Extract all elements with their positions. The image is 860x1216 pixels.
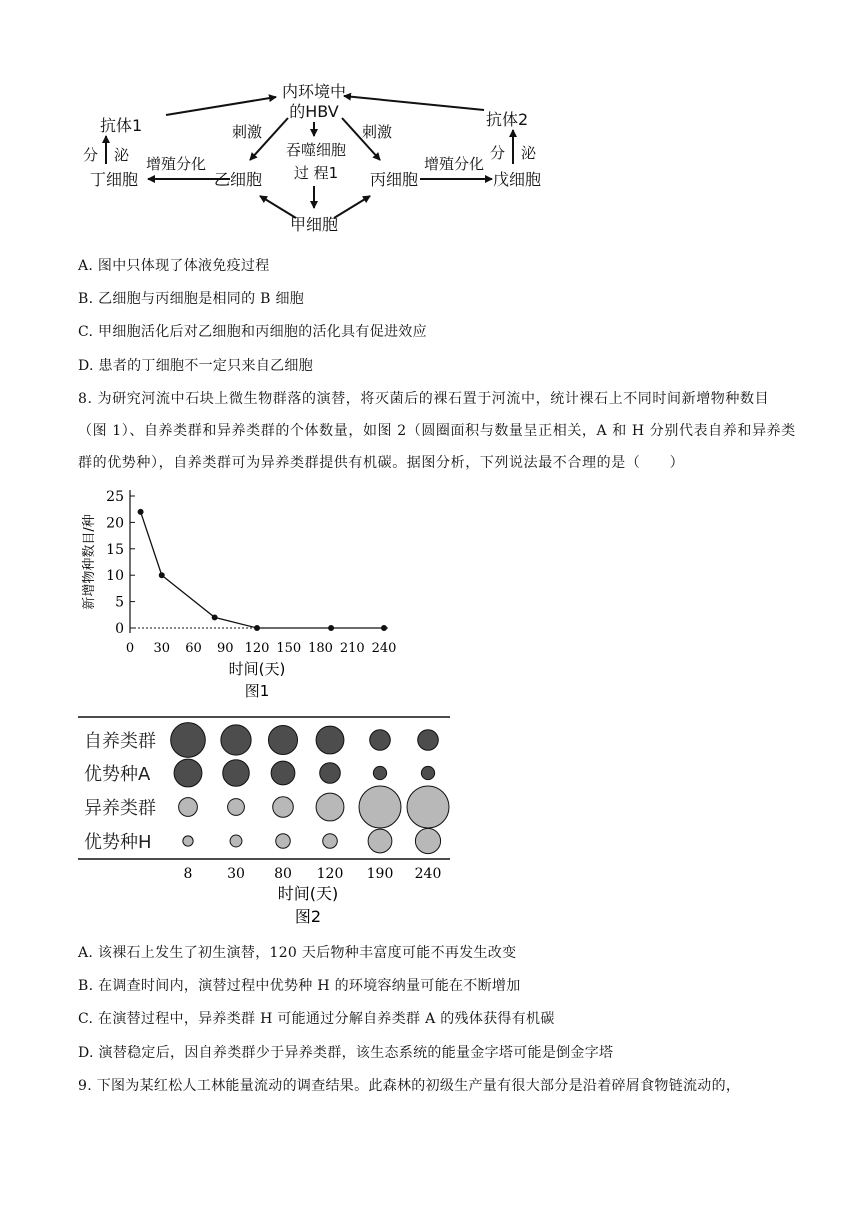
x-tick-label: 210 (339, 641, 365, 656)
figure2-bubble-chart (78, 712, 458, 932)
bubble (273, 797, 294, 818)
row-label: 自养类群 (84, 731, 156, 752)
data-point (381, 625, 387, 631)
yi-cell-label: 乙细胞 (214, 170, 263, 189)
bubble (221, 725, 251, 755)
bubble (316, 793, 344, 821)
secrete-left-char1: 分 (82, 146, 98, 164)
bubble (268, 725, 297, 754)
q7-option-b: B. 乙细胞与丙细胞是相同的 B 细胞 (78, 291, 305, 307)
x-tick-label: 190 (366, 866, 394, 882)
y-tick-label: 5 (115, 594, 124, 611)
stimulate-left-label: 刺激 (232, 123, 263, 141)
secrete-right-char1: 分 (489, 144, 505, 162)
x-tick-label: 120 (316, 866, 344, 882)
x-tick-label: 8 (183, 866, 193, 882)
data-point (328, 625, 334, 631)
wu-cell-label: 戊细胞 (493, 170, 542, 189)
bubble (228, 799, 245, 816)
stimulate-right-label: 刺激 (362, 123, 393, 141)
y-axis-label: 新增物种数目/种 (82, 514, 97, 610)
bubble (368, 829, 392, 853)
bubble (370, 730, 391, 751)
series-line (141, 512, 384, 628)
data-point (159, 572, 165, 578)
bubble (359, 786, 401, 828)
bubble (223, 760, 250, 787)
immune-diagram (80, 78, 560, 238)
q8-option-d: D. 演替稳定后，因自养类群少于异养类群，该生态系统的能量金字塔可能是倒金字塔 (78, 1045, 614, 1061)
y-tick-label: 25 (106, 489, 124, 505)
secrete-right-char2: 泌 (521, 144, 537, 162)
bubble (421, 766, 434, 779)
bubble (407, 786, 449, 828)
figure2-caption: 图2 (294, 907, 322, 926)
x-axis-label: 时间(天) (277, 884, 339, 903)
y-tick-label: 0 (115, 621, 124, 637)
q8-question-text: 8. 为研究河流中石块上微生物群落的演替，将灭菌后的裸石置于河流中，统计裸石上不同时间新增物种数目（图 1）、自养类群和异养类群的个体数量，如图 2（圆圈面积与数量呈正相关，A 和 H 分别代表自养和异养类群的优势种），自养类群可为异养类群提供有机碳。据图分析，下列说法最不合理的是（ ） (78, 391, 796, 471)
x-tick-label: 80 (274, 866, 292, 882)
y-tick-label: 10 (106, 568, 124, 585)
figure1-line-chart (70, 484, 420, 714)
hbv-label-line2: 的HBV (289, 102, 339, 121)
process1-label: 过 程1 (293, 164, 339, 182)
hbv-label-line1: 内环境中 (281, 82, 347, 101)
arrow-jia-to-bing (334, 196, 370, 218)
bing-cell-label: 丙细胞 (370, 170, 419, 189)
x-tick-label: 60 (185, 641, 202, 656)
bubble (171, 723, 206, 758)
row-label: 优势种H (84, 832, 152, 853)
q7-option-c: C. 甲细胞活化后对乙细胞和丙细胞的活化具有促进效应 (78, 324, 427, 340)
data-point (138, 509, 144, 515)
bubble (320, 763, 341, 784)
bubble (415, 828, 440, 853)
x-tick-label: 120 (244, 641, 270, 656)
bubble (373, 766, 386, 779)
proliferate-right-label: 增殖分化 (424, 155, 485, 173)
bubble (323, 834, 338, 849)
q9-question-text: 9. 下图为某红松人工林能量流动的调查结果。此森林的初级生产量有很大部分是沿着碎屑食物链流动的， (78, 1078, 741, 1094)
x-tick-label: 240 (371, 641, 397, 656)
q8-option-c: C. 在演替过程中，异养类群 H 可能通过分解自养类群 A 的残体获得有机碳 (78, 1011, 555, 1027)
x-tick-label: 150 (276, 641, 302, 656)
phagocyte-label: 吞噬细胞 (285, 141, 347, 159)
data-point (254, 625, 260, 631)
arrow-antibody2-to-hbv (344, 96, 484, 110)
x-tick-label: 0 (125, 641, 135, 656)
x-axis-label: 时间(天) (228, 660, 286, 678)
bubble (230, 835, 242, 847)
arrow-antibody1-to-hbv (166, 97, 276, 115)
antibody2-label: 抗体2 (486, 110, 529, 129)
x-tick-label: 180 (308, 641, 333, 656)
x-tick-label: 30 (153, 641, 171, 656)
y-tick-label: 15 (106, 541, 124, 558)
data-point (212, 614, 218, 620)
bubble (271, 761, 295, 785)
y-tick-label: 20 (106, 515, 124, 532)
secrete-left-char2: 泌 (114, 146, 130, 164)
x-tick-label: 30 (227, 866, 245, 882)
q7-option-d: D. 患者的丁细胞不一定只来自乙细胞 (78, 358, 314, 374)
antibody1-label: 抗体1 (100, 116, 143, 135)
figure1-caption: 图1 (244, 682, 270, 700)
jia-cell-label: 甲细胞 (289, 215, 339, 234)
row-label: 异养类群 (84, 798, 156, 819)
x-tick-label: 240 (414, 866, 442, 882)
proliferate-left-label: 增殖分化 (146, 155, 207, 173)
row-label: 优势种A (84, 764, 151, 785)
bubble (276, 834, 291, 849)
q8-option-b: B. 在调查时间内，演替过程中优势种 H 的环境容纳量可能在不断增加 (78, 978, 521, 994)
x-tick-label: 90 (216, 641, 234, 656)
bubble (174, 759, 202, 787)
q7-option-a: A. 图中只体现了体液免疫过程 (78, 258, 270, 274)
bubble (316, 726, 344, 754)
bubble (418, 730, 439, 751)
bubble (183, 836, 193, 846)
q8-option-a: A. 该裸石上发生了初生演替，120 天后物种丰富度可能不再发生改变 (78, 945, 517, 961)
ding-cell-label: 丁细胞 (90, 170, 139, 189)
bubble (179, 798, 198, 817)
